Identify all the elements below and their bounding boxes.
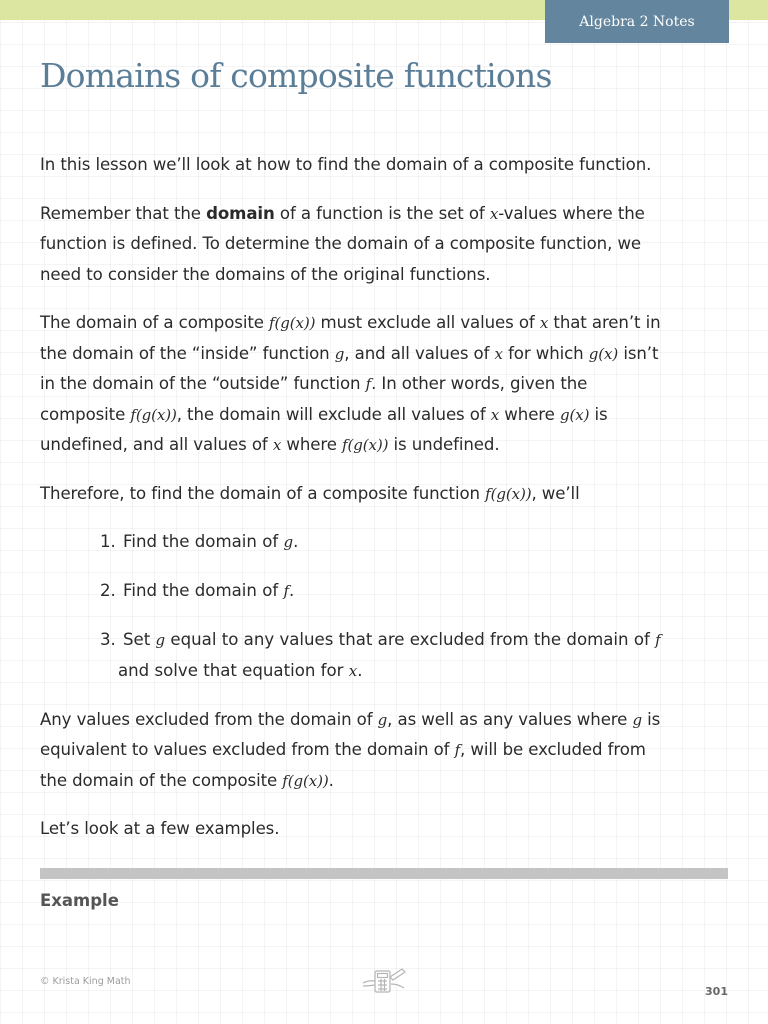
text-span: , and all values of xyxy=(344,343,495,363)
lesson-body xyxy=(40,150,730,863)
text-span: , the domain will exclude all values of xyxy=(176,404,491,424)
math-f: f xyxy=(454,741,461,759)
text-span: isn’t xyxy=(618,343,659,363)
step-number: 1. xyxy=(100,532,116,551)
math-x: x xyxy=(539,314,549,332)
text-span: where xyxy=(281,435,343,454)
math-g: g xyxy=(377,710,388,729)
section-divider xyxy=(40,868,728,879)
math-x: x xyxy=(272,436,282,454)
text-span: that aren’t in xyxy=(548,313,661,332)
text-span: Find the domain of xyxy=(123,532,284,551)
text-span: need to consider the domains of the original functions. xyxy=(40,264,491,284)
math-g: g xyxy=(632,710,642,729)
math-fgx: f(g(x)) xyxy=(282,771,329,790)
text-span: Set xyxy=(123,630,156,649)
math-fgx: f(g(x)) xyxy=(342,436,389,454)
math-x: x xyxy=(490,405,500,424)
math-gx: g(x) xyxy=(588,344,619,363)
footer-copyright: © Krista King Math xyxy=(40,976,131,987)
math-gx: g(x) xyxy=(559,405,590,424)
step-text xyxy=(100,625,661,656)
text-span: where xyxy=(499,404,560,424)
math-g: g xyxy=(334,344,345,363)
text-span: the domain of the “inside” function xyxy=(40,343,335,363)
math-f: f xyxy=(655,631,661,649)
step-item xyxy=(40,527,730,558)
text-span: . xyxy=(289,581,295,600)
text-span: equivalent to values excluded from the domain of xyxy=(40,740,455,759)
text-span: . xyxy=(293,532,299,551)
step-item xyxy=(40,625,730,686)
math-x: x xyxy=(348,661,358,680)
step-item xyxy=(40,576,730,607)
text-span: Remember that the xyxy=(40,203,207,223)
step-text-continuation xyxy=(100,656,730,687)
math-g: g xyxy=(155,631,166,649)
text-span: The domain of a composite xyxy=(40,313,270,332)
math-x: x xyxy=(494,344,503,363)
section-tag: Algebra 2 Notes xyxy=(545,0,729,43)
procedure-intro-paragraph xyxy=(40,479,730,510)
text-span: of a function is the set of xyxy=(274,203,490,223)
math-f: f xyxy=(283,582,290,600)
step-number: 3. xyxy=(100,630,116,649)
text-span: Any values excluded from the domain of xyxy=(40,709,378,729)
procedure-steps xyxy=(40,527,730,686)
text-span: , we’ll xyxy=(531,483,580,503)
step-number: 2. xyxy=(100,581,116,600)
text-span: . xyxy=(328,770,334,790)
math-x: x xyxy=(489,204,499,223)
text-span: , will be excluded from xyxy=(460,740,646,759)
text-span: Therefore, to find the domain of a composite function xyxy=(40,483,486,503)
example-heading: Example xyxy=(40,891,119,910)
text-span: -values where the xyxy=(498,203,645,223)
text-span: undefined, and all values of xyxy=(40,435,273,454)
text-span: equal to any values that are excluded from the domain of xyxy=(165,630,656,649)
examples-intro-paragraph: Let’s look at a few examples. xyxy=(40,819,280,838)
domain-term: domain xyxy=(206,203,275,223)
text-span: composite xyxy=(40,404,131,424)
calculator-pencil-icon xyxy=(360,967,408,995)
text-span: and solve that equation for xyxy=(118,660,349,680)
step-text xyxy=(100,576,294,607)
summary-paragraph xyxy=(40,705,730,797)
text-span: . In other words, given the xyxy=(371,374,588,393)
text-span: Find the domain of xyxy=(123,581,284,600)
math-fgx: f(g(x)) xyxy=(130,405,177,424)
domain-definition-paragraph xyxy=(40,199,730,291)
step-text xyxy=(100,527,298,558)
text-span: . xyxy=(357,660,363,680)
text-span: in the domain of the “outside” function xyxy=(40,374,366,393)
text-span: the domain of the composite xyxy=(40,770,283,790)
math-fgx: f(g(x)) xyxy=(269,314,316,332)
text-span: function is defined. To determine the domain of a composite function, we xyxy=(40,234,642,253)
text-span: is undefined. xyxy=(388,435,500,454)
intro-paragraph: In this lesson we’ll look at how to find the domain of a composite function. xyxy=(40,155,652,174)
text-span: is xyxy=(589,404,608,424)
math-g: g xyxy=(283,533,294,551)
text-span: , as well as any values where xyxy=(387,709,633,729)
text-span: must exclude all values of xyxy=(315,313,540,332)
composite-domain-paragraph xyxy=(40,308,730,461)
page-title: Domains of composite functions xyxy=(40,56,552,95)
math-f: f xyxy=(365,375,372,393)
math-fgx: f(g(x)) xyxy=(485,484,532,503)
text-span: for which xyxy=(502,343,589,363)
text-span: is xyxy=(641,709,661,729)
page-number: 301 xyxy=(705,985,728,998)
